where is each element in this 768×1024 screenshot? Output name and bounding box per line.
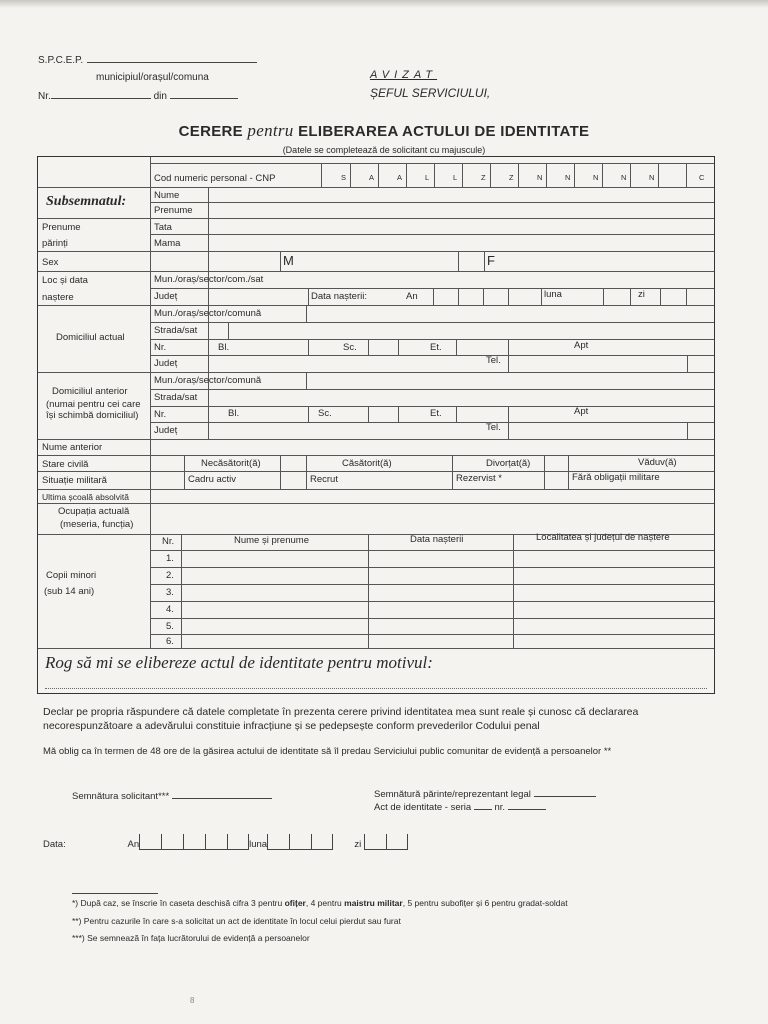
domiciliul-anterior-note: își schimbă domiciliul)	[46, 410, 139, 421]
footnote-2: **) Pentru cazurile în care s-a solicitat un act de identitate în locul celui pierdut sau furat	[72, 916, 401, 926]
judet-label: Județ	[154, 425, 178, 436]
mun-comuna-label: Mun./oraș/sector/comună	[154, 308, 262, 319]
semnatura-parinte-label: Semnătură părinte/reprezentant legal	[374, 789, 531, 800]
luna-label: luna	[544, 289, 562, 300]
sc-label: Sc.	[343, 342, 357, 353]
nume-anterior-label: Nume anterior	[42, 442, 103, 453]
copii-row-number: 5.	[166, 621, 174, 632]
data-zi-boxes[interactable]	[364, 834, 408, 850]
et-label: Et.	[430, 408, 442, 419]
cnp-letter: N	[621, 173, 627, 182]
copii-row-number: 3.	[166, 587, 174, 598]
motiv-field[interactable]	[45, 688, 707, 689]
tata-label: Tata	[154, 222, 172, 233]
nr-field[interactable]	[51, 98, 151, 99]
recrut-label: Recrut	[310, 474, 338, 485]
copii-row-number: 1.	[166, 553, 174, 564]
strada-label: Strada/sat	[154, 325, 198, 336]
cnp-letter: C	[699, 173, 705, 182]
obligatie-text: Mă oblig ca în termen de 48 ore de la găsirea actului de identitate să îl predau Serviciului public comunitar de evidență a persoanelor **	[43, 746, 612, 757]
copii-row-number: 4.	[166, 604, 174, 615]
form-title: CERERE pentru ELIBERAREA ACTULUI DE IDENTITATE	[178, 121, 590, 140]
bl-label: Bl.	[218, 342, 230, 353]
nr-label: Nr.	[154, 342, 167, 353]
avizat-label: AVIZAT	[370, 69, 438, 81]
data-nasterii-label: Data nașterii:	[311, 291, 367, 302]
semnatura-solicitant	[72, 791, 272, 802]
copii-loc-header: Localitatea și județul de naștere	[536, 532, 670, 543]
prenume-parinti-label: Prenume	[42, 222, 81, 233]
cnp-letter: Z	[509, 173, 514, 182]
din-label: din	[153, 91, 167, 102]
domiciliul-actual-label: Domiciliul actual	[56, 332, 125, 343]
copii-row-number: 6.	[166, 636, 174, 647]
cnp-letter: N	[593, 173, 599, 182]
cnp-letter: S	[341, 173, 347, 182]
et-label: Et.	[430, 342, 442, 353]
footnote-divider	[72, 893, 158, 894]
bl-label: Bl.	[228, 408, 240, 419]
act-nr-field[interactable]	[508, 809, 546, 810]
ocupatia-note: (meseria, funcția)	[60, 519, 134, 530]
judet-label: Județ	[154, 291, 178, 302]
data-an-label: An	[127, 839, 140, 850]
data-luna-label: luna	[249, 839, 268, 850]
data-luna-boxes[interactable]	[267, 834, 333, 850]
data-row	[43, 834, 408, 850]
sef-serviciu-label: ȘEFUL SERVICIULUI,	[370, 86, 491, 100]
motiv-request: Rog să mi se elibereze actul de identitate pentru motivul:	[45, 653, 433, 672]
subsemnatul-label: Subsemnatul:	[46, 194, 127, 209]
sex-label: Sex	[42, 257, 59, 268]
nastere-label: naștere	[42, 292, 74, 303]
cnp-label: Cod numeric personal - CNP	[154, 173, 276, 184]
cnp-letter: N	[537, 173, 543, 182]
vaduv-label: Văduv(ă)	[638, 457, 677, 468]
tel-label: Tel.	[486, 355, 501, 366]
cnp-letter: L	[453, 173, 458, 182]
cnp-letter: L	[425, 173, 430, 182]
sc-label: Sc.	[318, 408, 332, 419]
sex-f-label: F	[487, 253, 495, 268]
declaratie-text: Declar pe propria răspundere că datele completate în prezenta cerere privind identitatea mea sunt reale și cunosc că declararea necorespunzătoare a adevărului constituie infracțiune și se pedepsește conform prevederilor Codului penal	[43, 706, 639, 732]
cnp-letter: A	[369, 173, 375, 182]
zi-label: zi	[638, 289, 645, 300]
rezervist-label: Rezervist *	[456, 473, 502, 484]
divortat-label: Divorțat(ă)	[486, 458, 531, 469]
footnote-3: ***) Se semnează în fața lucrătorului de evidență a persoanelor	[72, 933, 310, 943]
spcep-field[interactable]	[87, 62, 257, 63]
semnatura-parinte-field[interactable]	[534, 796, 596, 797]
form-subtitle: (Datele se completează de solicitant cu majuscule)	[282, 145, 486, 155]
necasatorit-label: Necăsătorit(ă)	[201, 458, 261, 469]
copii-data-header: Data nașterii	[410, 534, 464, 545]
nr-label: Nr.	[38, 91, 51, 102]
act-nr-label: nr.	[494, 802, 506, 813]
nr-label: Nr.	[154, 409, 167, 420]
copii-nr-header: Nr.	[162, 536, 175, 547]
semnatura-parinte	[374, 788, 596, 814]
mun-sat-label: Mun./oraș/sector/com./sat	[154, 274, 264, 285]
situatie-militara-label: Situație militară	[42, 475, 107, 486]
tel-label: Tel.	[486, 422, 501, 433]
act-identitate-label: Act de identitate - seria	[374, 802, 472, 813]
cnp-letter: N	[649, 173, 655, 182]
data-an-boxes[interactable]	[139, 834, 249, 850]
an-label: An	[406, 291, 418, 302]
municipiul-label: municipiul/orașul/comuna	[96, 72, 209, 83]
copii-minori-label: Copii minori	[46, 570, 97, 581]
judet-label: Județ	[154, 358, 178, 369]
prenume-label: Prenume	[154, 205, 193, 216]
casatorit-label: Căsătorit(ă)	[342, 458, 392, 469]
spcep-line	[38, 55, 257, 66]
copii-row-number: 2.	[166, 570, 174, 581]
copii-note: (sub 14 ani)	[44, 586, 95, 597]
page-mark: 8	[190, 996, 195, 1005]
ap-label: Apt	[574, 340, 589, 351]
strada-label: Strada/sat	[154, 392, 198, 403]
spcep-label: S.P.C.E.P.	[38, 55, 84, 66]
fara-obligatii-label: Fără obligații militare	[572, 472, 660, 483]
din-field[interactable]	[170, 98, 238, 99]
cnp-letter: A	[397, 173, 403, 182]
semnatura-solicitant-field[interactable]	[172, 798, 272, 799]
loc-data-label: Loc și data	[42, 275, 88, 286]
parinti-label: părinți	[42, 238, 68, 249]
mama-label: Mama	[154, 238, 181, 249]
domiciliul-anterior-note: (numai pentru cei care	[46, 399, 141, 410]
cnp-letter: Z	[481, 173, 486, 182]
domiciliul-anterior-label: Domiciliul anterior	[52, 386, 128, 397]
nume-label: Nume	[154, 190, 180, 201]
copii-nume-header: Nume și prenume	[234, 535, 309, 546]
act-seria-field[interactable]	[474, 809, 492, 810]
stare-civila-label: Stare civilă	[42, 459, 89, 470]
data-label: Data:	[43, 839, 66, 850]
application-form-table	[37, 156, 715, 694]
mun-comuna-label: Mun./oraș/sector/comună	[154, 375, 262, 386]
cadru-activ-label: Cadru activ	[188, 474, 237, 485]
nr-din-line	[38, 91, 238, 102]
ultima-scoala-label: Ultima școală absolvită	[42, 492, 129, 502]
scan-shadow	[0, 0, 768, 8]
sex-m-label: M	[283, 253, 294, 268]
ap-label: Apt	[574, 406, 589, 417]
semnatura-solicitant-label: Semnătura solicitant***	[72, 791, 170, 802]
ocupatia-label: Ocupația actuală	[58, 506, 130, 517]
data-zi-label: zi	[354, 839, 362, 850]
footnote-1: *) După caz, se înscrie în caseta deschisă cifra 3 pentru ofițer, 4 pentru maistru militar, 5 pentru subofițer și 6 pentru gradat-soldat	[72, 898, 568, 908]
cnp-letter: N	[565, 173, 571, 182]
